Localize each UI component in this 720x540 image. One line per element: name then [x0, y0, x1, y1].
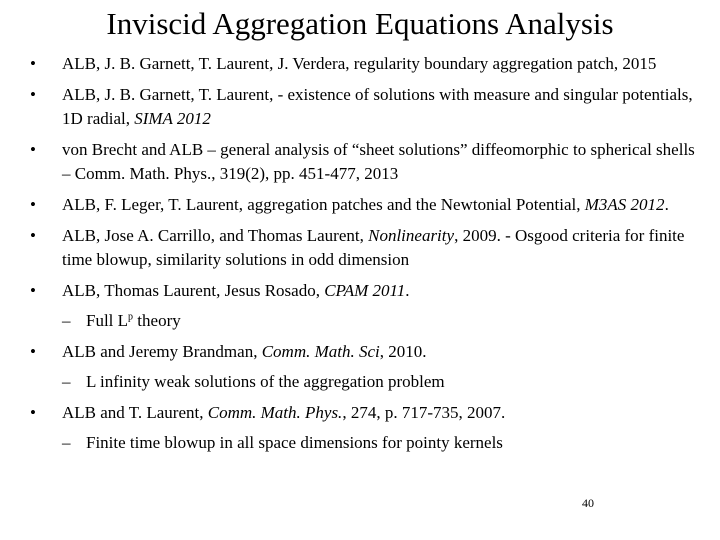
reference-text-end: . [664, 195, 669, 214]
sub-item-text: Full L [86, 311, 129, 330]
bullet-icon: • [30, 54, 36, 73]
list-item [28, 138, 698, 186]
sub-item-text-end: theory [133, 311, 181, 330]
reference-list [28, 52, 698, 455]
list-item [28, 52, 698, 76]
journal-name: SIMA 2012 [134, 109, 211, 128]
sub-item-text: Finite time blowup in all space dimensions for pointy kernels [86, 433, 503, 452]
reference-text: ALB and T. Laurent, [62, 403, 208, 422]
bullet-icon: • [30, 342, 36, 361]
reference-text: von Brecht and ALB – general analysis of “sheet solutions” diffeomorphic to spherical shells – Comm. Math. Phys., 319(2), pp. 451-477, 2013 [62, 140, 695, 183]
reference-text: ALB, Thomas Laurent, Jesus Rosado, [62, 281, 325, 300]
dash-icon: – [62, 433, 71, 452]
superscript-p: p [128, 311, 134, 323]
list-item [28, 83, 698, 131]
bullet-icon: • [30, 226, 36, 245]
journal-name: Comm. Math. Phys. [207, 403, 343, 422]
reference-text-end: , 274, p. 717-735, 2007. [342, 403, 506, 422]
bullet-icon: • [30, 403, 36, 422]
reference-text-end: . [405, 281, 410, 300]
page-number: 40 [582, 496, 594, 510]
reference-text: ALB and Jeremy Brandman, [62, 342, 262, 361]
bullet-icon: • [30, 85, 36, 104]
bullet-icon: • [30, 195, 36, 214]
reference-text-end: , 2010. [379, 342, 427, 361]
dash-icon: – [62, 372, 71, 391]
reference-text: ALB, F. Leger, T. Laurent, aggregation patches and the Newtonial Potential, [62, 195, 585, 214]
list-item [28, 340, 698, 394]
journal-name: M3AS 2012 [584, 195, 665, 214]
journal-name: Comm. Math. Sci [261, 342, 380, 361]
reference-text: ALB, J. B. Garnett, T. Laurent, J. Verdera, regularity boundary aggregation patch, 2015 [62, 54, 657, 73]
journal-name: Nonlinearity [368, 226, 455, 245]
dash-icon: – [62, 311, 71, 330]
bullet-icon: • [30, 281, 36, 300]
journal-name: CPAM 2011 [324, 281, 406, 300]
list-item [28, 401, 698, 455]
reference-text-end: , 2009. - Osgood criteria for finite time blowup, similarity solutions in odd dimension [62, 226, 685, 269]
sub-item [62, 370, 698, 394]
list-item [28, 279, 698, 333]
bullet-icon: • [30, 140, 36, 159]
list-item [28, 193, 698, 217]
sub-item [62, 309, 698, 333]
slide-title: Inviscid Aggregation Equations Analysis [106, 6, 614, 41]
sub-item-text: L infinity weak solutions of the aggregation problem [86, 372, 445, 391]
list-item [28, 224, 698, 272]
reference-text: ALB, Jose A. Carrillo, and Thomas Laurent, [62, 226, 369, 245]
sub-item [62, 431, 698, 455]
reference-text: ALB, J. B. Garnett, T. Laurent, - existence of solutions with measure and singular potentials, 1D radial, [62, 85, 693, 128]
